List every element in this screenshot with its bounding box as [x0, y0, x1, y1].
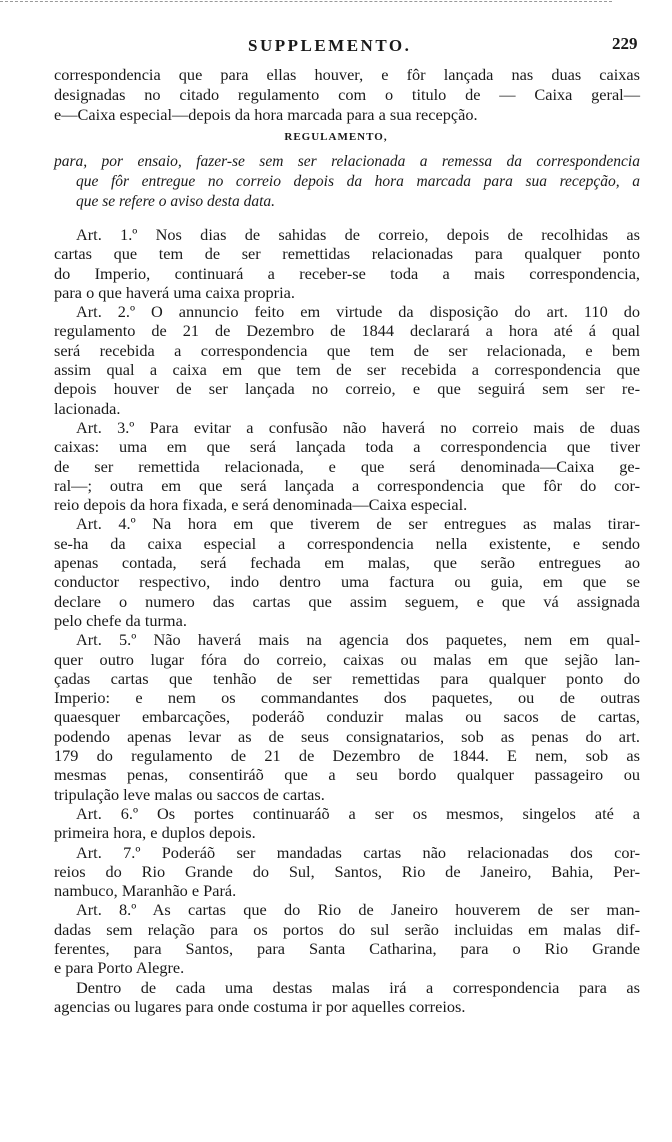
intro-paragraph — [54, 65, 640, 125]
text-line: declare o numero das cartas que assim seguem, e que vá assignada — [54, 591, 640, 611]
scan-edge-line — [0, 1, 612, 2]
text-line: çadas cartas que tenhão de ser remettidas para qualquer ponto do — [54, 668, 640, 688]
text-line: para o que haverá uma caixa propria. — [54, 282, 295, 302]
closing-paragraph — [54, 978, 640, 1017]
text-line: cartas que tem de ser remettidas relacionadas para qualquer ponto — [54, 244, 640, 264]
text-line: e—Caixa especial—depois da hora marcada para a sua recepção. — [54, 105, 478, 124]
text-line: correspondencia que para ellas houver, e fôr lançada nas duas caixas — [54, 65, 640, 84]
article — [54, 302, 640, 418]
article — [54, 514, 640, 630]
text-line: 179 do regulamento de 21 de Dezembro de 1844. E nem, sob as — [54, 746, 640, 766]
text-line: de ser remettida relacionada, e que será denominada—Caixa ge- — [54, 456, 640, 476]
text-line: conductor respectivo, indo dentro uma factura ou guia, em que se — [54, 572, 640, 592]
text-line: Art. 5.º Não haverá mais na agencia dos paquetes, nem em qual- — [76, 630, 640, 650]
text-line: que fôr entregue no correio depois da hora marcada para sua recepção, a — [76, 173, 640, 190]
text-line: quer outro lugar fóra do correio, caixas ou malas em que sejão lan- — [54, 649, 640, 669]
text-line: Art. 8.º As cartas que do Rio de Janeiro houverem de ser man- — [76, 900, 640, 920]
text-line: Art. 7.º Poderáõ ser mandadas cartas não relacionadas dos cor- — [76, 842, 640, 862]
text-line: Dentro de cada uma destas malas irá a correspondencia para as — [76, 977, 640, 997]
text-line: ferentes, para Santos, para Santa Catharina, para o Rio Grande — [54, 938, 640, 958]
text-line: Imperio: e nem os commandantes dos paquetes, ou de outras — [54, 688, 640, 708]
text-line: ral—; outra em que será lançada a correspondencia que fôr do cor- — [54, 475, 640, 495]
text-line: caixas: uma em que será lançada toda a correspondencia que tiver — [54, 437, 640, 457]
text-line: primeira hora, e duplos depois. — [54, 823, 256, 843]
article — [54, 843, 640, 901]
article — [54, 418, 640, 514]
text-line: assim qual a caixa em que tem de ser recebida a correspondencia que — [54, 360, 640, 380]
text-line: Art. 3.º Para evitar a confusão não haverá no correio mais de duas — [76, 417, 640, 437]
article — [54, 630, 640, 804]
text-line: lacionada. — [54, 398, 121, 418]
preamble — [54, 152, 640, 212]
text-line: Art. 4.º Na hora em que tiverem de ser entregues as malas tirar- — [76, 514, 640, 534]
text-line: podendo apenas levar as de seus consignatarios, sob as penas do art. — [54, 726, 640, 746]
text-line: que se refere o aviso desta data. — [76, 193, 276, 210]
text-line: reio depois da hora fixada, e será denominada—Caixa especial. — [54, 495, 468, 515]
article — [54, 804, 640, 843]
text-line: nambuco, Maranhão e Pará. — [54, 881, 237, 901]
text-line: do Imperio, continuará a receber-se toda a mais correspondencia, — [54, 263, 640, 283]
page-number: 229 — [612, 34, 638, 53]
text-line: regulamento de 21 de Dezembro de 1844 declarará a hora até á qual — [54, 321, 640, 341]
text-line: tripulação leve malas ou saccos de cartas. — [54, 784, 325, 804]
text-line: será recebida a correspondencia que tem de ser relacionada, e bem — [54, 340, 640, 360]
text-line: pelo chefe da turma. — [54, 610, 187, 630]
text-line: agencias ou lugares para onde costuma ir por aquelles correios. — [54, 996, 466, 1016]
text-line: designadas no citado regulamento com o titulo de — Caixa geral— — [54, 85, 640, 104]
article — [54, 225, 640, 302]
articles-body — [54, 225, 640, 1016]
text-line: mesmas penas, consentiráõ que a seu bordo qualquer passageiro ou — [54, 765, 640, 785]
section-title: REGULAMENTO, — [284, 131, 388, 143]
page-header — [0, 36, 672, 58]
text-line: quaesquer embarcações, poderáõ conduzir malas ou sacos de cartas, — [54, 707, 640, 727]
text-line: dadas sem relação para os portos do sul serão incluidas em malas dif- — [54, 919, 640, 939]
text-line: Art. 1.º Nos dias de sahidas de correio, depois de recolhidas as — [76, 225, 640, 244]
text-line: e para Porto Alegre. — [54, 958, 185, 978]
text-line: se-ha da caixa especial a correspondencia nella existente, e sendo — [54, 533, 640, 553]
text-line: Art. 6.º Os portes continuaráõ a ser os mesmos, singelos até a — [76, 803, 640, 823]
text-line: depois houver de ser lançada no correio, e que seguirá sem ser re- — [54, 379, 640, 399]
running-title: SUPPLEMENTO. — [248, 36, 412, 55]
text-line: reios do Rio Grande do Sul, Santos, Rio de Janeiro, Bahia, Per- — [54, 861, 640, 881]
text-line: Art. 2.º O annuncio feito em virtude da disposição do art. 110 do — [76, 302, 640, 322]
article — [54, 900, 640, 977]
text-line: para, por ensaio, fazer-se sem ser relacionada a remessa da correspondencia — [54, 153, 640, 170]
text-line: apenas contada, será fechada em malas, que serão entregues ao — [54, 553, 640, 573]
